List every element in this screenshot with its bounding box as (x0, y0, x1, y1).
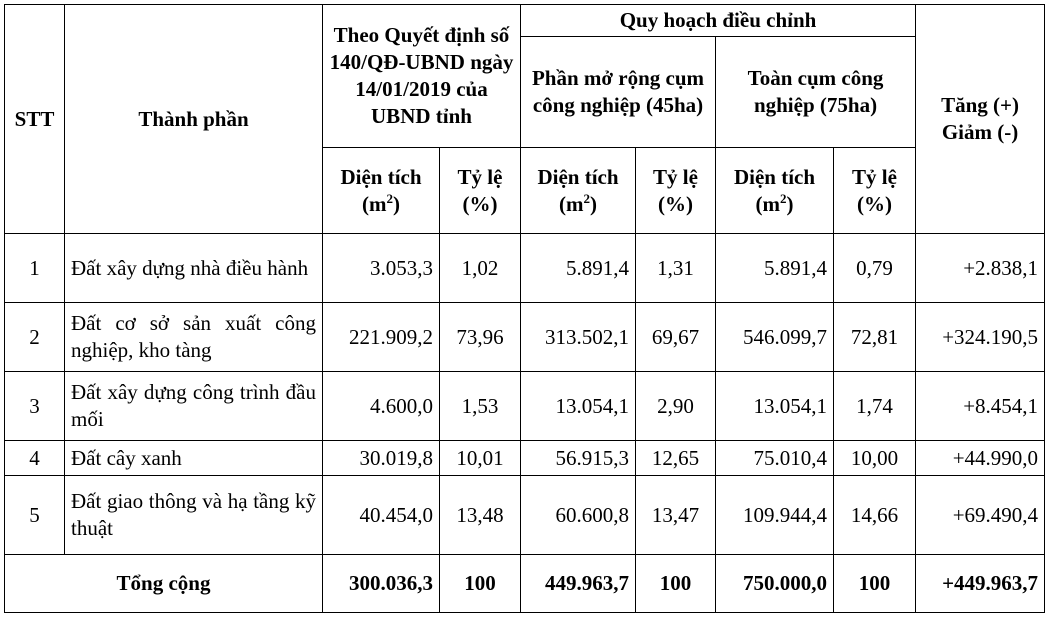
ratio-unit: (%) (658, 191, 693, 216)
area-label: Diện tích (340, 164, 422, 189)
area-unit-close: ) (786, 191, 794, 216)
row-name: Đất xây dựng công trình đầu mối (65, 372, 323, 441)
row-area-decision: 40.454,0 (323, 476, 440, 555)
row-area-extension: 56.915,3 (521, 441, 636, 476)
area-unit: (m (755, 191, 780, 216)
table-row (5, 234, 1045, 303)
area-unit-sup: 2 (583, 190, 590, 206)
header-adjusted: Quy hoạch điều chỉnh (521, 5, 916, 37)
header-whole: Toàn cụm công nghiệp (75ha) (716, 37, 916, 148)
row-area-decision: 30.019,8 (323, 441, 440, 476)
row-area-whole: 75.010,4 (716, 441, 834, 476)
area-unit: (m (362, 191, 387, 216)
row-ratio-extension: 2,90 (636, 372, 716, 441)
row-ratio-whole: 72,81 (834, 303, 916, 372)
area-label: Diện tích (733, 164, 816, 189)
header-change: Tăng (+) Giảm (-) (916, 5, 1045, 234)
header-stt: STT (5, 5, 65, 234)
header-extension: Phần mở rộng cụm công nghiệp (45ha) (521, 37, 716, 148)
row-stt: 2 (5, 303, 65, 372)
header-component: Thành phần (65, 5, 323, 234)
row-ratio-decision: 13,48 (440, 476, 521, 555)
row-name: Đất cây xanh (65, 441, 323, 476)
row-ratio-whole: 0,79 (834, 234, 916, 303)
area-unit-sup: 2 (780, 190, 787, 206)
total-area-whole: 750.000,0 (716, 555, 834, 613)
row-name: Đất xây dựng nhà điều hành (65, 234, 323, 303)
row-change: +69.490,4 (916, 476, 1045, 555)
total-change: +449.963,7 (916, 555, 1045, 613)
header-area-decision (323, 148, 440, 234)
header-ratio-decision (440, 148, 521, 234)
row-area-extension: 5.891,4 (521, 234, 636, 303)
row-ratio-decision: 10,01 (440, 441, 521, 476)
header-ratio-extension (636, 148, 716, 234)
row-ratio-whole: 14,66 (834, 476, 916, 555)
area-unit-sup: 2 (386, 190, 393, 206)
area-unit: (m (559, 191, 584, 216)
total-ratio-whole: 100 (834, 555, 916, 613)
ratio-unit: (%) (857, 191, 893, 216)
land-use-table (4, 4, 1045, 613)
total-ratio-extension: 100 (636, 555, 716, 613)
row-ratio-decision: 1,02 (440, 234, 521, 303)
ratio-label: Tỷ lệ (653, 164, 698, 189)
row-area-extension: 313.502,1 (521, 303, 636, 372)
row-area-decision: 3.053,3 (323, 234, 440, 303)
row-stt: 4 (5, 441, 65, 476)
row-ratio-extension: 12,65 (636, 441, 716, 476)
total-label: Tổng cộng (5, 555, 323, 613)
row-name: Đất giao thông và hạ tầng kỹ thuật (65, 476, 323, 555)
row-change: +324.190,5 (916, 303, 1045, 372)
row-area-whole: 109.944,4 (716, 476, 834, 555)
ratio-unit: (%) (462, 191, 498, 216)
row-area-decision: 221.909,2 (323, 303, 440, 372)
row-area-whole: 546.099,7 (716, 303, 834, 372)
row-area-whole: 13.054,1 (716, 372, 834, 441)
header-area-extension (521, 148, 636, 234)
header-area-whole (716, 148, 834, 234)
table-row (5, 372, 1045, 441)
row-ratio-extension: 1,31 (636, 234, 716, 303)
row-area-decision: 4.600,0 (323, 372, 440, 441)
row-change: +44.990,0 (916, 441, 1045, 476)
total-ratio-decision: 100 (440, 555, 521, 613)
row-change: +8.454,1 (916, 372, 1045, 441)
row-ratio-whole: 1,74 (834, 372, 916, 441)
row-area-extension: 13.054,1 (521, 372, 636, 441)
row-ratio-decision: 73,96 (440, 303, 521, 372)
ratio-label: Tỷ lệ (852, 164, 897, 189)
row-name: Đất cơ sở sản xuất công nghiệp, kho tàng (65, 303, 323, 372)
table-row (5, 303, 1045, 372)
area-unit-close: ) (393, 191, 400, 216)
row-stt: 5 (5, 476, 65, 555)
row-stt: 1 (5, 234, 65, 303)
header-decision: Theo Quyết định số 140/QĐ-UBND ngày 14/01/2019 của UBND tỉnh (323, 5, 521, 148)
area-unit-close: ) (590, 191, 597, 216)
table-row (5, 476, 1045, 555)
row-area-whole: 5.891,4 (716, 234, 834, 303)
row-ratio-decision: 1,53 (440, 372, 521, 441)
total-area-extension: 449.963,7 (521, 555, 636, 613)
row-ratio-extension: 13,47 (636, 476, 716, 555)
table-row (5, 441, 1045, 476)
ratio-label: Tỷ lệ (457, 164, 503, 189)
row-stt: 3 (5, 372, 65, 441)
area-label: Diện tích (537, 164, 619, 189)
header-ratio-whole (834, 148, 916, 234)
row-ratio-whole: 10,00 (834, 441, 916, 476)
total-area-decision: 300.036,3 (323, 555, 440, 613)
row-ratio-extension: 69,67 (636, 303, 716, 372)
total-row (5, 555, 1045, 613)
row-area-extension: 60.600,8 (521, 476, 636, 555)
row-change: +2.838,1 (916, 234, 1045, 303)
